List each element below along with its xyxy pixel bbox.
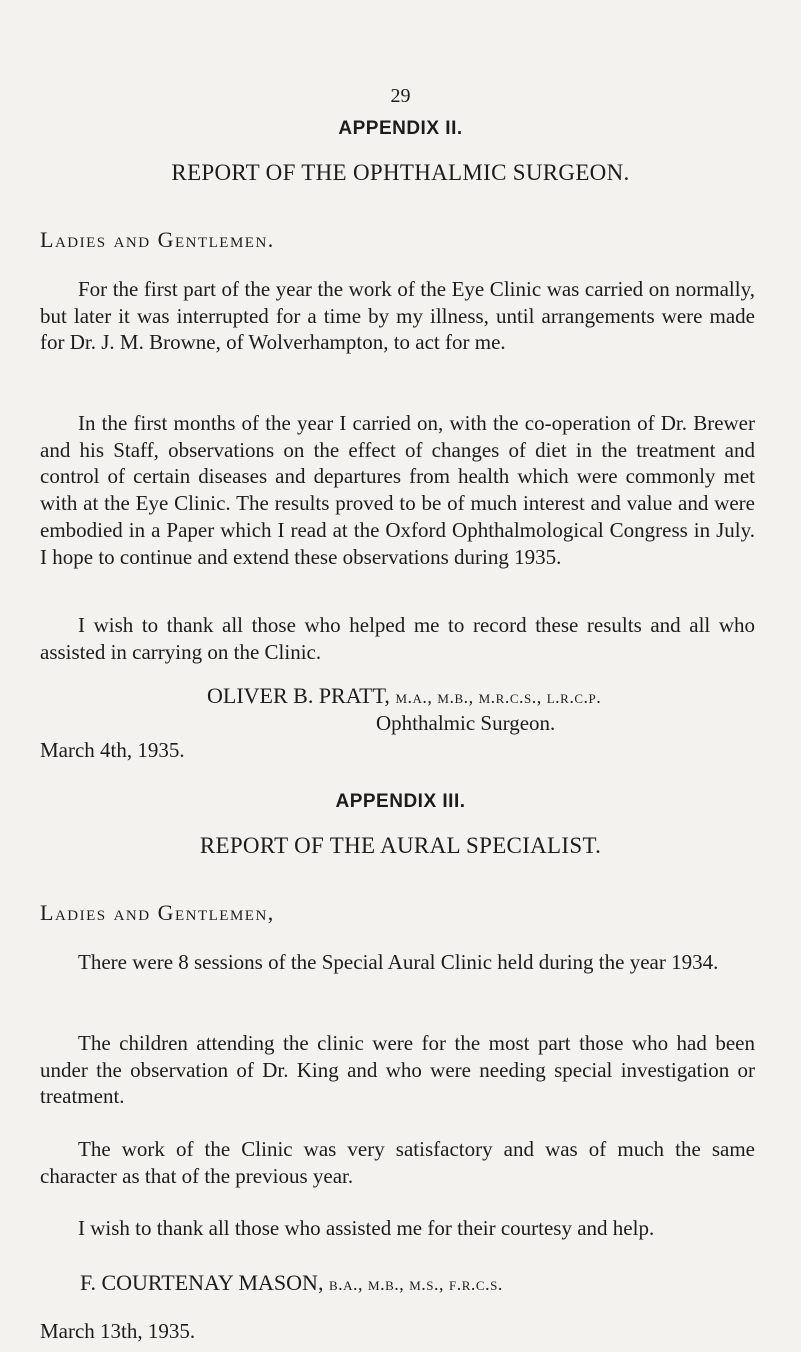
appendix-iii-signature-name: F. COURTENAY MASON, bbox=[80, 1270, 324, 1295]
appendix-ii-salutation: Ladies and Gentlemen. bbox=[40, 227, 275, 252]
appendix-iii-paragraph-2: The children attending the clinic were for the most part those who had been under the observation of Dr. King and who were needing special investigation or treatment. bbox=[40, 1031, 755, 1109]
appendix-ii-paragraph-1: For the first part of the year the work of the Eye Clinic was carried on normally, but later it was interrupted for a time by my illness, until arrangements were made for Dr. J. M. Browne, of Wolverhampton, to act for me. bbox=[40, 277, 755, 355]
appendix-iii-signature bbox=[80, 1270, 503, 1297]
appendix-iii-paragraph-4: I wish to thank all those who assisted me for their courtesy and help. bbox=[78, 1216, 655, 1240]
page-number: 29 bbox=[390, 85, 411, 107]
appendix-ii-title: REPORT OF THE OPHTHALMIC SURGEON. bbox=[171, 160, 630, 185]
appendix-iii-date: March 13th, 1935. bbox=[40, 1319, 196, 1343]
appendix-ii-heading: APPENDIX II. bbox=[338, 118, 463, 139]
appendix-ii-signature bbox=[207, 683, 601, 710]
appendix-ii-paragraph-3: I wish to thank all those who helped me to record these results and all who assisted in carrying on the Clinic. bbox=[40, 613, 755, 664]
appendix-iii-paragraph-1: There were 8 sessions of the Special Aural Clinic held during the year 1934. bbox=[78, 950, 719, 974]
appendix-iii-paragraph-3: The work of the Clinic was very satisfactory and was of much the same character as that of the previous year. bbox=[40, 1137, 755, 1188]
appendix-ii-signature-qualifications: m.a., m.b., m.r.c.s., l.r.c.p. bbox=[395, 687, 602, 707]
appendix-ii-signature-role: Ophthalmic Surgeon. bbox=[376, 711, 556, 735]
appendix-iii-signature-qualifications: b.a., m.b., m.s., f.r.c.s. bbox=[328, 1274, 503, 1294]
appendix-iii-salutation: Ladies and Gentlemen, bbox=[40, 900, 275, 925]
appendix-ii-paragraph-2: In the first months of the year I carried on, with the co-operation of Dr. Brewer and his Staff, observations on the effect of changes of diet in the treatment and control of certain diseases and departures from health which were commonly met with at the Eye Clinic. The results proved to be of much interest and value and were embodied in a Paper which I read at the Oxford Ophthalmological Congress in July. I hope to continue and extend these observations during 1935. bbox=[40, 411, 755, 569]
appendix-ii-signature-name: OLIVER B. PRATT, bbox=[207, 683, 390, 708]
appendix-iii-title: REPORT OF THE AURAL SPECIALIST. bbox=[199, 833, 602, 858]
appendix-iii-heading: APPENDIX III. bbox=[335, 791, 466, 812]
appendix-ii-date: March 4th, 1935. bbox=[40, 738, 185, 762]
